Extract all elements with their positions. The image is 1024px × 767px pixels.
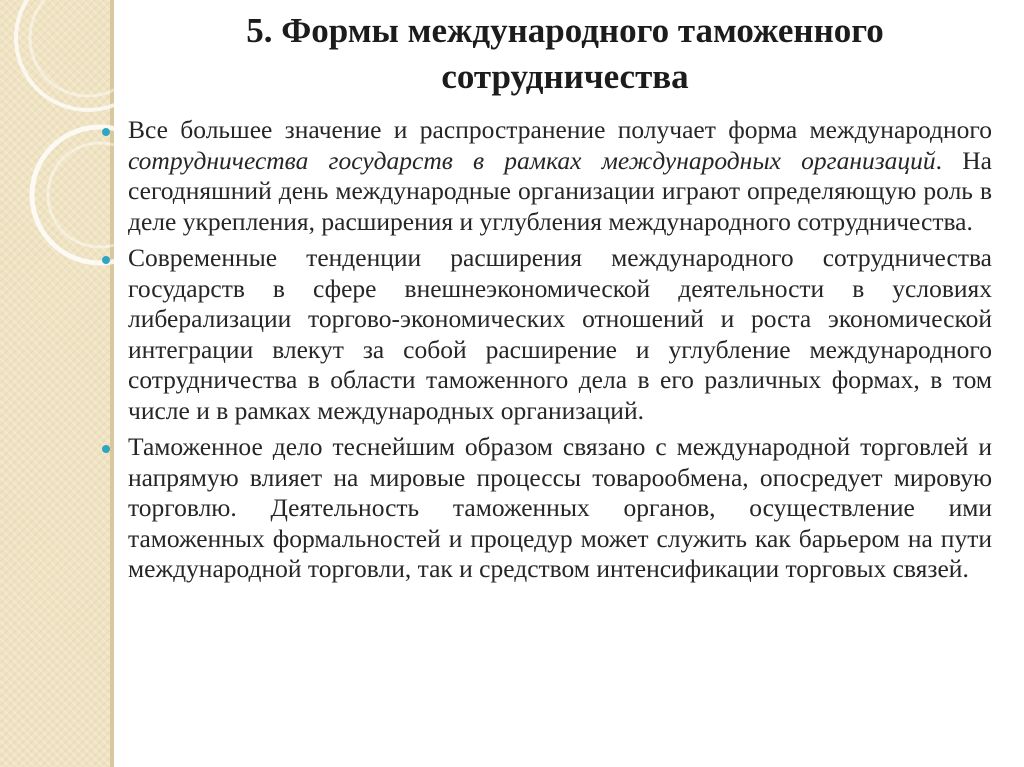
- bullet-text-3: Таможенное дело теснейшим образом связано с международной торговлей и напрямую влияет на мировые процессы товарообмена, опосредует мировую торговлю. Деятельность таможенных органов, осуществление ими таможенных формальностей и процедур может служить как барьером на пути международной торговли, так и средством интенсификации торговых связей.: [128, 432, 992, 583]
- bullet-list: [100, 115, 992, 591]
- bullet-text-1: [128, 115, 992, 237]
- slide-title: [130, 8, 1000, 100]
- bullet-text-1-italic: сотрудничества государств в рамках международных организаций: [128, 145, 936, 175]
- bullet-item-3: [100, 432, 992, 585]
- slide-title-line-2: сотрудничества: [441, 57, 689, 96]
- bullet-dot-icon: [102, 256, 110, 264]
- slide-title-line-1: 5. Формы международного таможенного: [246, 11, 884, 50]
- bullet-text-1-part2: . На сегодняшний день международные организации играют определяющую роль в деле укрепления, расширения и углубления международного сотрудничества.: [128, 145, 992, 236]
- bullet-text-1-part1: Все большее значение и распространение получает форма международного: [128, 115, 992, 144]
- bullet-item-2: [100, 243, 992, 426]
- bullet-item-1: [100, 115, 992, 237]
- bullet-text-2: Современные тенденции расширения международного сотрудничества государств в сфере внешнеэкономической деятельности в условиях либерализации торгово-экономических отношений и роста экономической интеграции влекут за собой расширение и углубление международного сотрудничества в области таможенного дела в его различных формах, в том числе и в рамках международных организаций.: [128, 243, 992, 425]
- bullet-dot-icon: [102, 445, 110, 453]
- bullet-dot-icon: [102, 128, 110, 136]
